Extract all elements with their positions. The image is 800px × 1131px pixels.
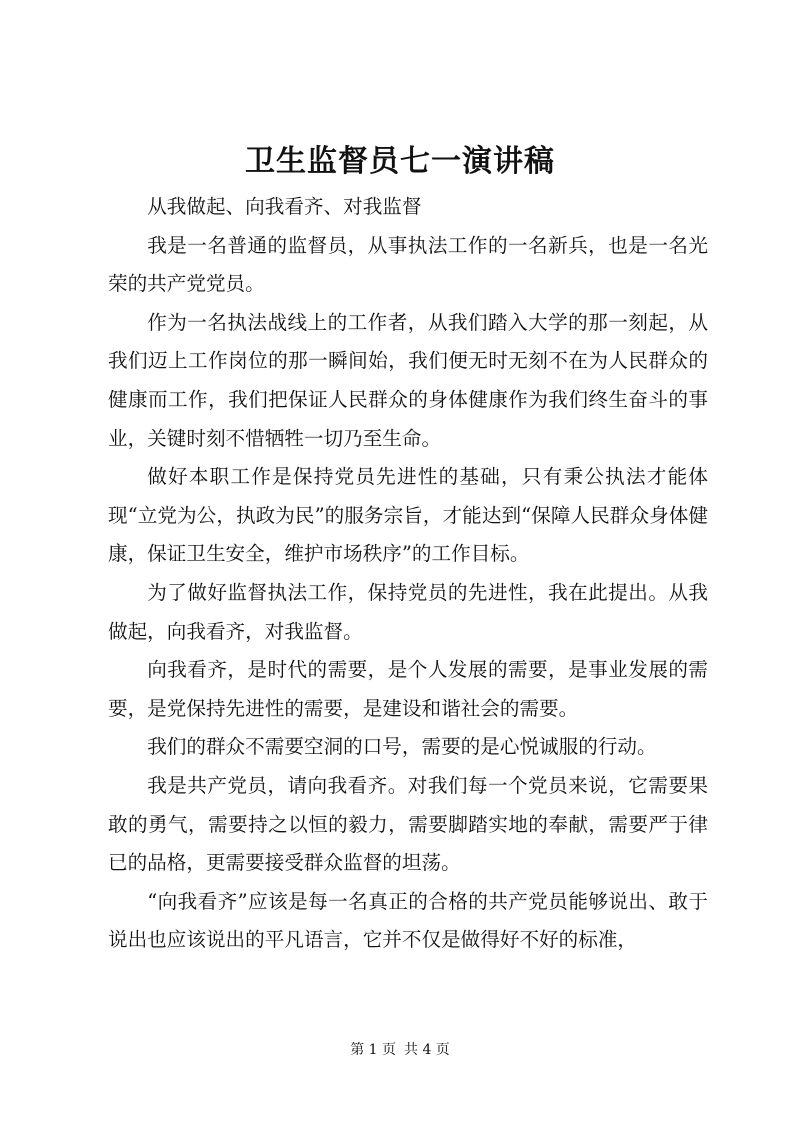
paragraph: 作为一名执法战线上的工作者，从我们踏入大学的那一刻起，从我们迈上工作岗位的那一瞬间始，我们便无时无刻不在为人民群众的健康而工作，我们把保证人民群众的身体健康作为我们终生奋斗的事业，关键时刻不惜牺牲一切乃至生命。 <box>108 310 708 450</box>
paragraph: 我是共产党员，请向我看齐。对我们每一个党员来说，它需要果敢的勇气，需要持之以恒的毅力，需要脚踏实地的奉献，需要严于律已的品格，更需要接受群众监督的坦荡。 <box>108 773 708 875</box>
paragraph: 向我看齐，是时代的需要，是个人发展的需要，是事业发展的需要，是党保持先进性的需要，是建设和谐社会的需要。 <box>108 658 708 720</box>
paragraph: 为了做好监督执法工作，保持党员的先进性，我在此提出。从我做起，向我看齐，对我监督。 <box>108 580 708 643</box>
document-body <box>108 188 708 960</box>
page-footer <box>0 1040 800 1060</box>
paragraph: 我是一名普通的监督员，从事执法工作的一名新兵，也是一名光荣的共产党党员。 <box>108 233 708 296</box>
paragraph: “向我看齐”应该是每一名真正的合格的共产党员能够说出、敢于说出也应该说出的平凡语言，它并不仅是做得好不好的标准， <box>108 889 708 952</box>
paragraph: 做好本职工作是保持党员先进性的基础，只有秉公执法才能体现“立党为公，执政为民”的服务宗旨，才能达到“保障人民群众身体健康，保证卫生安全，维护市场秩序”的工作目标。 <box>108 465 708 566</box>
document-title: 卫生监督员七一演讲稿 <box>245 144 555 179</box>
page-total: 共 4 页 <box>404 1042 450 1058</box>
page-number: 第 1 页 <box>350 1042 396 1058</box>
paragraph: 我们的群众不需要空洞的口号，需要的是心悦诚服的行动。 <box>147 735 657 759</box>
paragraph-subtitle: 从我做起、向我看齐、对我监督 <box>147 195 422 218</box>
